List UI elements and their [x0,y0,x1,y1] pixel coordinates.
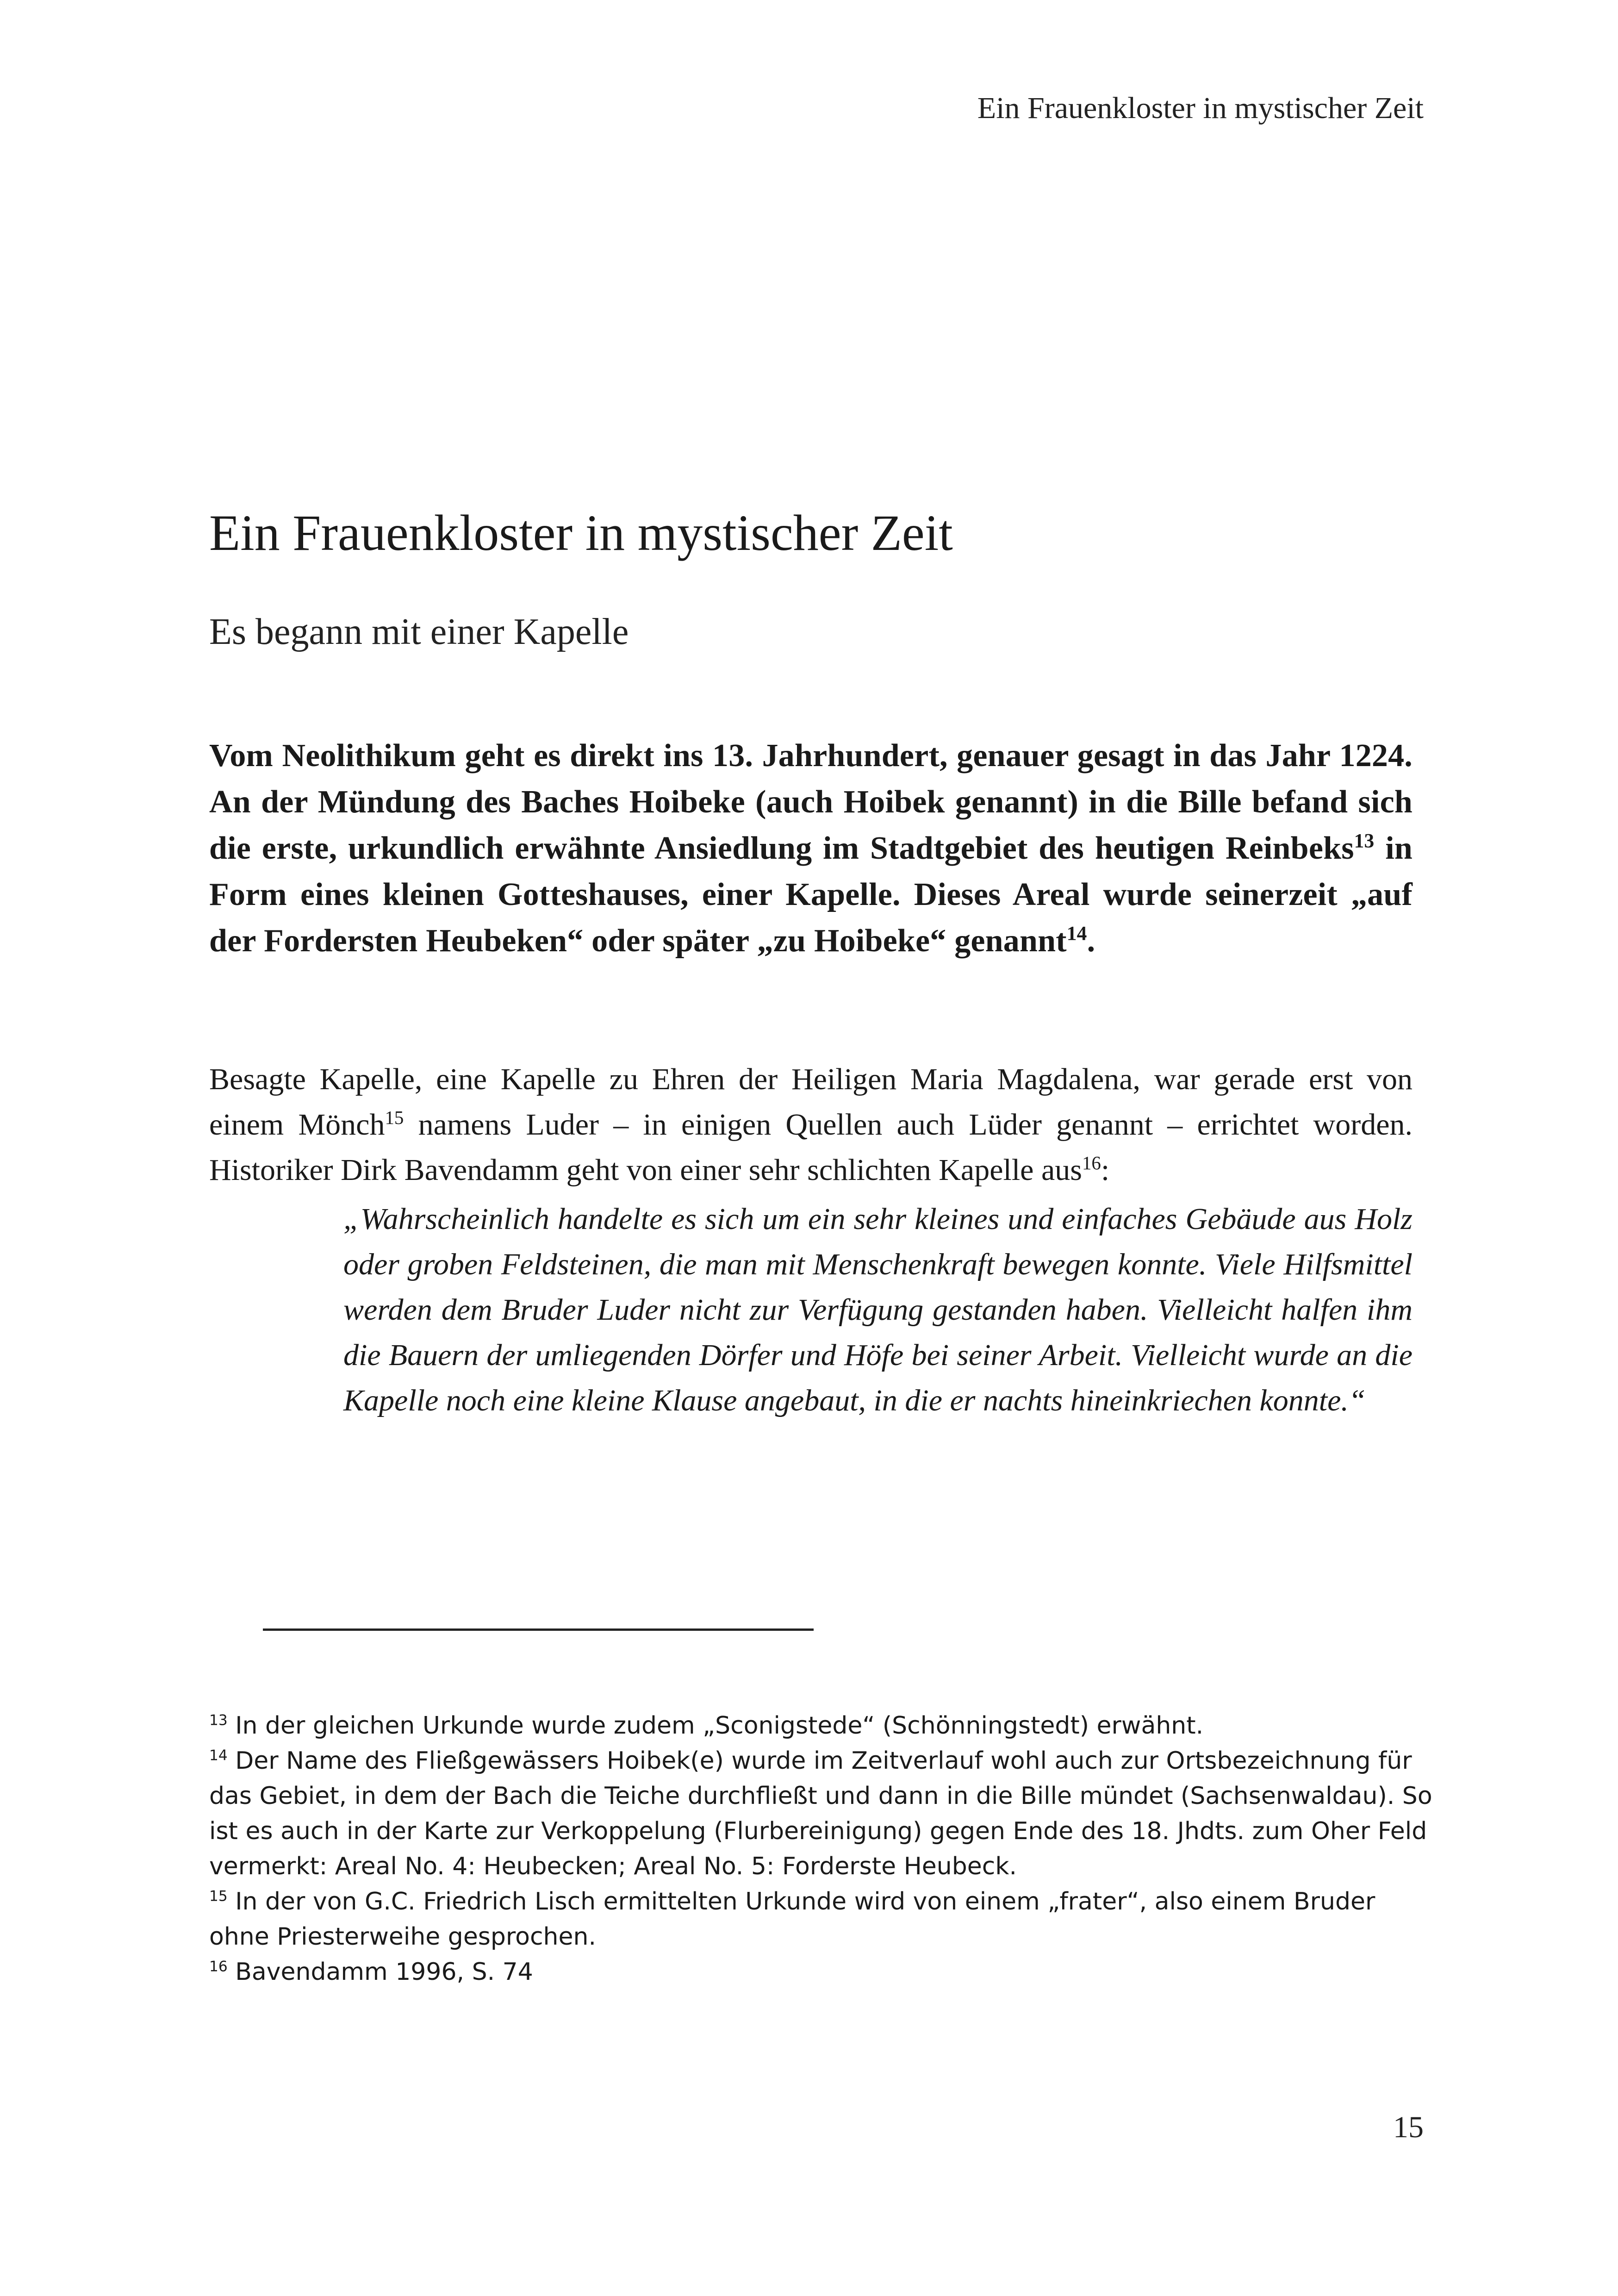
chapter-title: Ein Frauenkloster in mystischer Zeit [209,505,953,561]
footnote-separator [263,1628,814,1631]
footnote-text: Bavendamm 1996, S. 74 [227,1958,533,1986]
footnote-number: 13 [209,1712,228,1729]
footnote-number: 14 [209,1747,228,1764]
footnote-ref-16[interactable]: 16 [1082,1153,1101,1173]
footnote-text: Der Name des Fließgewässers Hoibek(e) wurde im Zeitverlauf wohl auch zur Ortsbezeichnung für das Gebiet, in dem der Bach die Teiche durchfließt und dann in die Bille mündet (Sachsenwaldau). So ist es auch in der Karte zur Verkoppelung (Flurbereinigung) gegen Ende des 18. Jhdts. zum Oher Feld vermerkt: Areal No. 4: Heubecken; Areal No. 5: Forderste Heubeck. [209,1747,1432,1880]
section-title: Es begann mit einer Kapelle [209,611,629,652]
lead-text-3: . [1087,923,1095,959]
lead-paragraph [209,733,1413,964]
footnotes [209,1708,1440,1990]
footnote-number: 16 [209,1958,228,1975]
footnote-ref-14[interactable]: 14 [1066,922,1087,945]
footnote-ref-13[interactable]: 13 [1354,830,1375,852]
footnote-16 [209,1954,1440,1990]
footnote-ref-15[interactable]: 15 [385,1107,404,1128]
body-text-1: Besagte Kapelle, eine Kapelle zu Ehren der Heiligen Maria Magdalena, war gerade erst von einem Mönch [209,1062,1413,1142]
block-quote: „Wahrscheinlich handelte es sich um ein sehr kleines und einfaches Gebäude aus Holz oder groben Feldsteinen, die man mit Menschenkraft bewegen konnte. Viele Hilfsmittel werden dem Bruder Luder nicht zur Verfügung gestanden haben. Vielleicht halfen ihm die Bauern der umliegenden Dörfer und Höfe bei seiner Arbeit. Vielleicht wurde an die Kapelle noch eine kleine Klause angebaut, in die er nachts hineinkriechen konnte.“ [343,1202,1413,1417]
lead-text-1: Vom Neolithikum geht es direkt ins 13. Jahrhundert, genauer gesagt in das Jahr 1224. An der Mündung des Baches Hoibeke (auch Hoibek genannt) in die Bille befand sich die erste, urkundlich erwähnte Ansiedlung im Stadtgebiet des heutigen Reinbeks [209,738,1413,866]
page-number: 15 [1393,2110,1424,2144]
footnote-13 [209,1708,1440,1743]
body-paragraph [209,1057,1413,1193]
footnote-14 [209,1743,1440,1884]
footnote-number: 15 [209,1888,228,1905]
body-text-3: : [1101,1153,1110,1187]
lead-text-2: in Form eines kleinen Gotteshauses, einer Kapelle. Dieses Areal wurde seinerzeit „auf der Fordersten Heubeken“ oder später „zu Hoibeke“ genannt [209,830,1413,959]
footnote-text: In der von G.C. Friedrich Lisch ermittelten Urkunde wird von einem „frater“, also einem Bruder ohne Priesterweihe gesprochen. [209,1888,1375,1951]
footnote-15 [209,1884,1440,1954]
running-header: Ein Frauenkloster in mystischer Zeit [977,91,1424,125]
main-content [209,502,1413,1423]
body-text-2: namens Luder – in einigen Quellen auch Lüder genannt – errichtet worden. Historiker Dirk Bavendamm geht von einer sehr schlichten Kapelle aus [209,1108,1413,1187]
footnote-text: In der gleichen Urkunde wurde zudem „Sconigstede“ (Schönningstedt) erwähnt. [227,1712,1204,1740]
